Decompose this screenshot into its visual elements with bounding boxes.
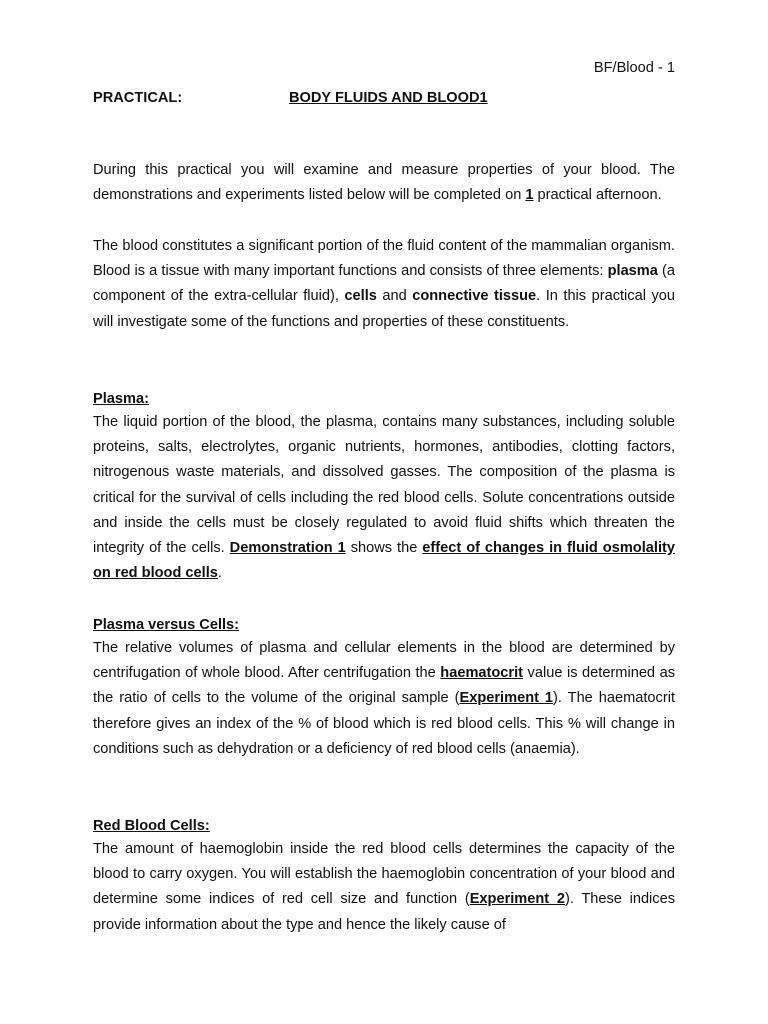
constitution-text: The blood constitutes a significant portion of the fluid content of the mammalian organism. Blood is a tissue with many important functions and consists of three elements: [93, 238, 675, 280]
plasma-text: The liquid portion of the blood, the plasma, contains many substances, including soluble proteins, salts, electrolytes, organic nutrients, hormones, antibodies, clotting factors, nitrogenous waste materials, and dissolved gasses. The composition of the plasma is critical for the survival of cells including the red blood cells. Solute concentrations outside and inside the cells must be closely regulated to avoid fluid shifts which threaten the integrity of the cells. [93, 414, 675, 557]
experiment-2-ref: Experiment 2 [469, 891, 565, 908]
heading-plasma: Plasma: [93, 391, 149, 407]
pvc-text-3: ). The haematocrit therefore gives an index of the % of blood which is red blood cells. This % will change in conditions such as dehydration or a deficiency of red blood cells (anaemia). [93, 690, 676, 757]
experiment-1-ref: Experiment 1 [459, 690, 554, 707]
heading-plasma-versus-cells: Plasma versus Cells: [93, 617, 240, 633]
page-reference: BF/Blood - 1 [593, 60, 675, 76]
intro-text-end: practical afternoon. [533, 187, 662, 204]
rbc-text-2: ). These indices provide information about the type and hence the likely cause of [93, 891, 676, 933]
constitution-text-3: and [376, 288, 413, 305]
demonstration-1-ref: Demonstration 1 [229, 540, 346, 557]
document-page [93, 0, 675, 1024]
term-haematocrit: haematocrit [440, 665, 524, 682]
plasma-vs-cells-paragraph [93, 636, 675, 762]
pvc-text-2: value is determined as the ratio of cells to the volume of the original sample ( [93, 665, 675, 707]
intro-paragraph [93, 158, 675, 208]
term-plasma: plasma [607, 263, 658, 280]
plasma-text-end: . [217, 565, 222, 582]
plasma-paragraph [93, 410, 675, 586]
practical-label: PRACTICAL: [93, 90, 183, 106]
constitution-text-2: (a component of the extra-cellular fluid), [93, 263, 676, 305]
red-blood-cells-paragraph [93, 837, 675, 938]
constitution-text-4: . In this practical you will investigate some of the functions and properties of these constituents. [93, 288, 675, 330]
osmolality-effect-ref: effect of changes in fluid osmolality on red blood cells [93, 540, 675, 582]
afternoon-count: 1 [525, 187, 534, 204]
term-cells: cells [344, 288, 377, 305]
plasma-text-2: shows the [345, 540, 423, 557]
pvc-text: The relative volumes of plasma and cellular elements in the blood are determined by centrifugation of whole blood. After centrifugation the [93, 640, 675, 682]
term-connective-tissue: connective tissue [412, 288, 537, 305]
heading-red-blood-cells: Red Blood Cells: [93, 818, 210, 834]
rbc-text: The amount of haemoglobin inside the red blood cells determines the capacity of the blood to carry oxygen. You will establish the haemoglobin concentration of your blood and determine some indices of red cell size and function ( [93, 841, 675, 908]
document-title: BODY FLUIDS AND BLOOD1 [289, 90, 488, 106]
intro-text: During this practical you will examine and measure properties of your blood. The demonstrations and experiments listed below will be completed on [93, 162, 675, 204]
constitution-paragraph [93, 234, 675, 335]
